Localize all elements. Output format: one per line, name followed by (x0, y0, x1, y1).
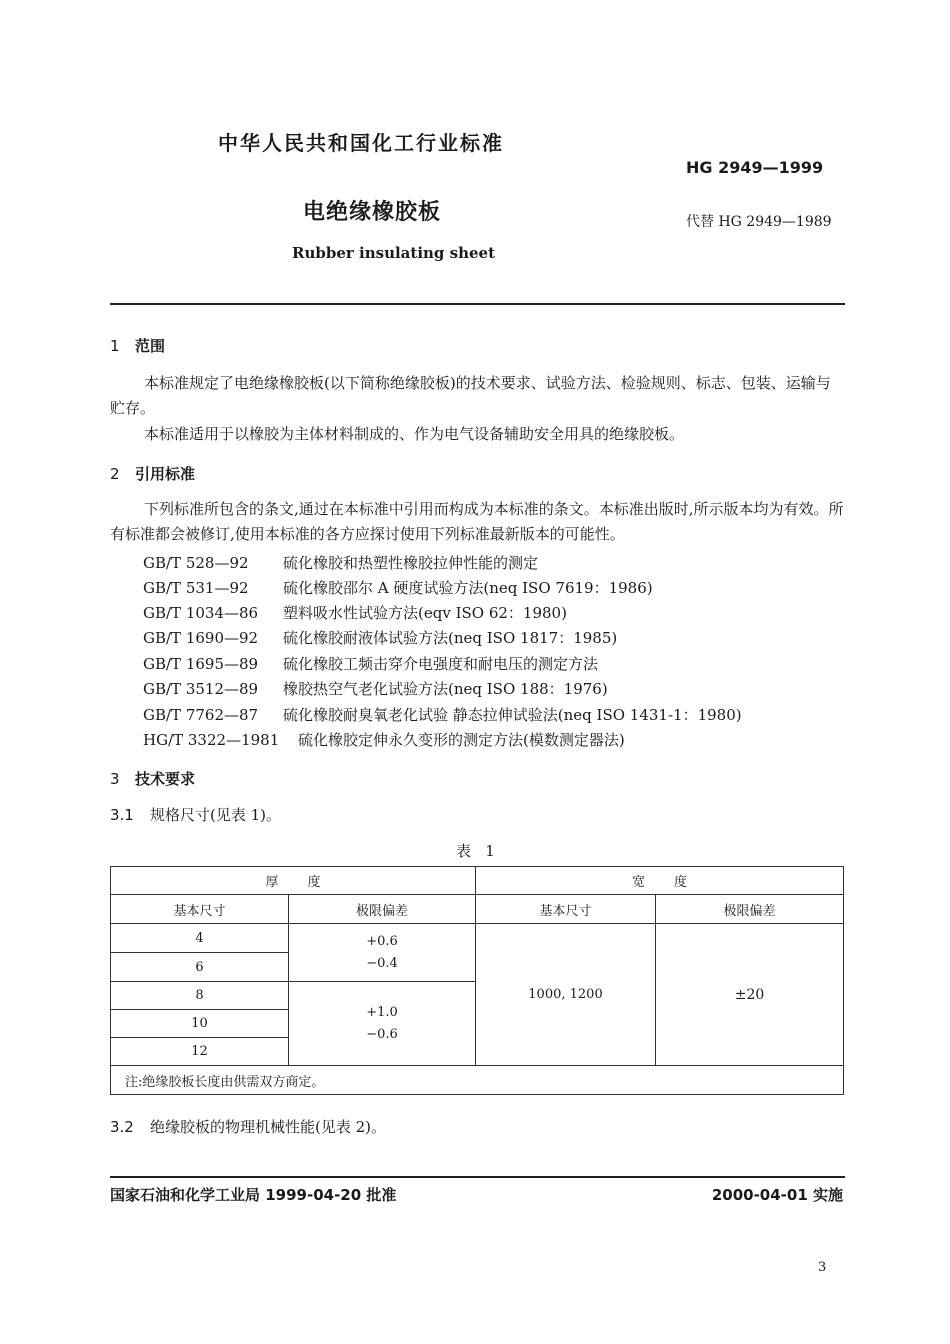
thickness-cell: 6 (111, 953, 289, 982)
column-header: 基本尺寸 (111, 895, 289, 924)
replaces-note: 代替 HG 2949—1989 (686, 214, 832, 230)
section-number: 1 (110, 337, 120, 355)
reference-item: HG/T 3322—1981 硫化橡胶定伸永久变形的测定方法(模数测定器法) (143, 731, 625, 749)
section-2-heading (110, 463, 195, 484)
thickness-cell: 8 (111, 982, 289, 1010)
reference-item: GB/T 1695—89 硫化橡胶工频击穿介电强度和耐电压的测定方法 (143, 655, 599, 673)
table-1 (110, 866, 844, 1095)
clause-text: 绝缘胶板的物理机械性能(见表 2)。 (150, 1118, 387, 1136)
reference-item: GB/T 528—92 硫化橡胶和热塑性橡胶拉伸性能的测定 (143, 554, 539, 572)
page-number: 3 (818, 1260, 827, 1275)
thickness-cell: 12 (111, 1038, 289, 1066)
section-number: 2 (110, 465, 120, 483)
group-header-width: 宽 度 (476, 867, 844, 895)
reference-item: GB/T 1034—86 塑料吸水性试验方法(eqv ISO 62：1980) (143, 604, 567, 622)
industry-standard-heading: 中华人民共和国化工行业标准 (218, 131, 504, 155)
reference-item: GB/T 3512—89 橡胶热空气老化试验方法(neq ISO 188：1976) (143, 680, 608, 698)
group-header-thickness: 厚 度 (111, 867, 476, 895)
thickness-cell: 4 (111, 924, 289, 953)
clause-3-2 (110, 1116, 386, 1137)
reference-item: GB/T 1690—92 硫化橡胶耐液体试验方法(neq ISO 1817：1985) (143, 629, 618, 647)
section-title: 引用标准 (135, 465, 196, 483)
width-tolerance-cell: ±20 (656, 924, 844, 1066)
column-header: 极限偏差 (289, 895, 476, 924)
tolerance-cell: +0.6 −0.4 (289, 924, 476, 982)
clause-3-1 (110, 804, 281, 825)
clause-number: 3.2 (110, 1118, 134, 1136)
section-2-paragraph: 下列标准所包含的条文,通过在本标准中引用而构成为本标准的条文。本标准出版时,所示版本均为有效。所有标准都会被修订,使用本标准的各方应探讨使用下列标准最新版本的可能性。 (110, 500, 844, 543)
section-title: 范围 (135, 337, 166, 355)
standard-code: HG 2949—1999 (686, 158, 824, 177)
issuer-approval: 国家石油和化学工业局 1999-04-20 批准 (110, 1186, 397, 1204)
english-title: Rubber insulating sheet (292, 244, 495, 262)
thickness-cell: 10 (111, 1010, 289, 1038)
clause-text: 规格尺寸(见表 1)。 (150, 806, 282, 824)
clause-number: 3.1 (110, 806, 134, 824)
reference-item: GB/T 531—92 硫化橡胶邵尔 A 硬度试验方法(neq ISO 7619：1986) (143, 579, 653, 597)
footer-rule (110, 1176, 845, 1178)
column-header: 基本尺寸 (476, 895, 656, 924)
section-number: 3 (110, 770, 120, 788)
section-3-heading (110, 768, 195, 789)
header-rule (110, 303, 845, 305)
table-caption: 表 1 (456, 842, 495, 860)
column-header: 极限偏差 (656, 895, 844, 924)
section-title: 技术要求 (135, 770, 196, 788)
effective-date: 2000-04-01 实施 (711, 1186, 843, 1204)
table-note: 注:绝缘胶板长度由供需双方商定。 (111, 1066, 844, 1095)
tolerance-cell: +1.0 −0.6 (289, 982, 476, 1066)
width-values-cell: 1000, 1200 (476, 924, 656, 1066)
reference-item: GB/T 7762—87 硫化橡胶耐臭氧老化试验 静态拉伸试验法(neq ISO 1431-1：1980) (143, 706, 742, 724)
document-title: 电绝缘橡胶板 (303, 200, 442, 225)
section-1-paragraph-1: 本标准规定了电绝缘橡胶板(以下简称绝缘胶板)的技术要求、试验方法、检验规则、标志、包装、运输与贮存。 (110, 374, 831, 417)
section-1-heading (110, 335, 165, 356)
section-1-paragraph-2: 本标准适用于以橡胶为主体材料制成的、作为电气设备辅助安全用具的绝缘胶板。 (144, 425, 685, 443)
